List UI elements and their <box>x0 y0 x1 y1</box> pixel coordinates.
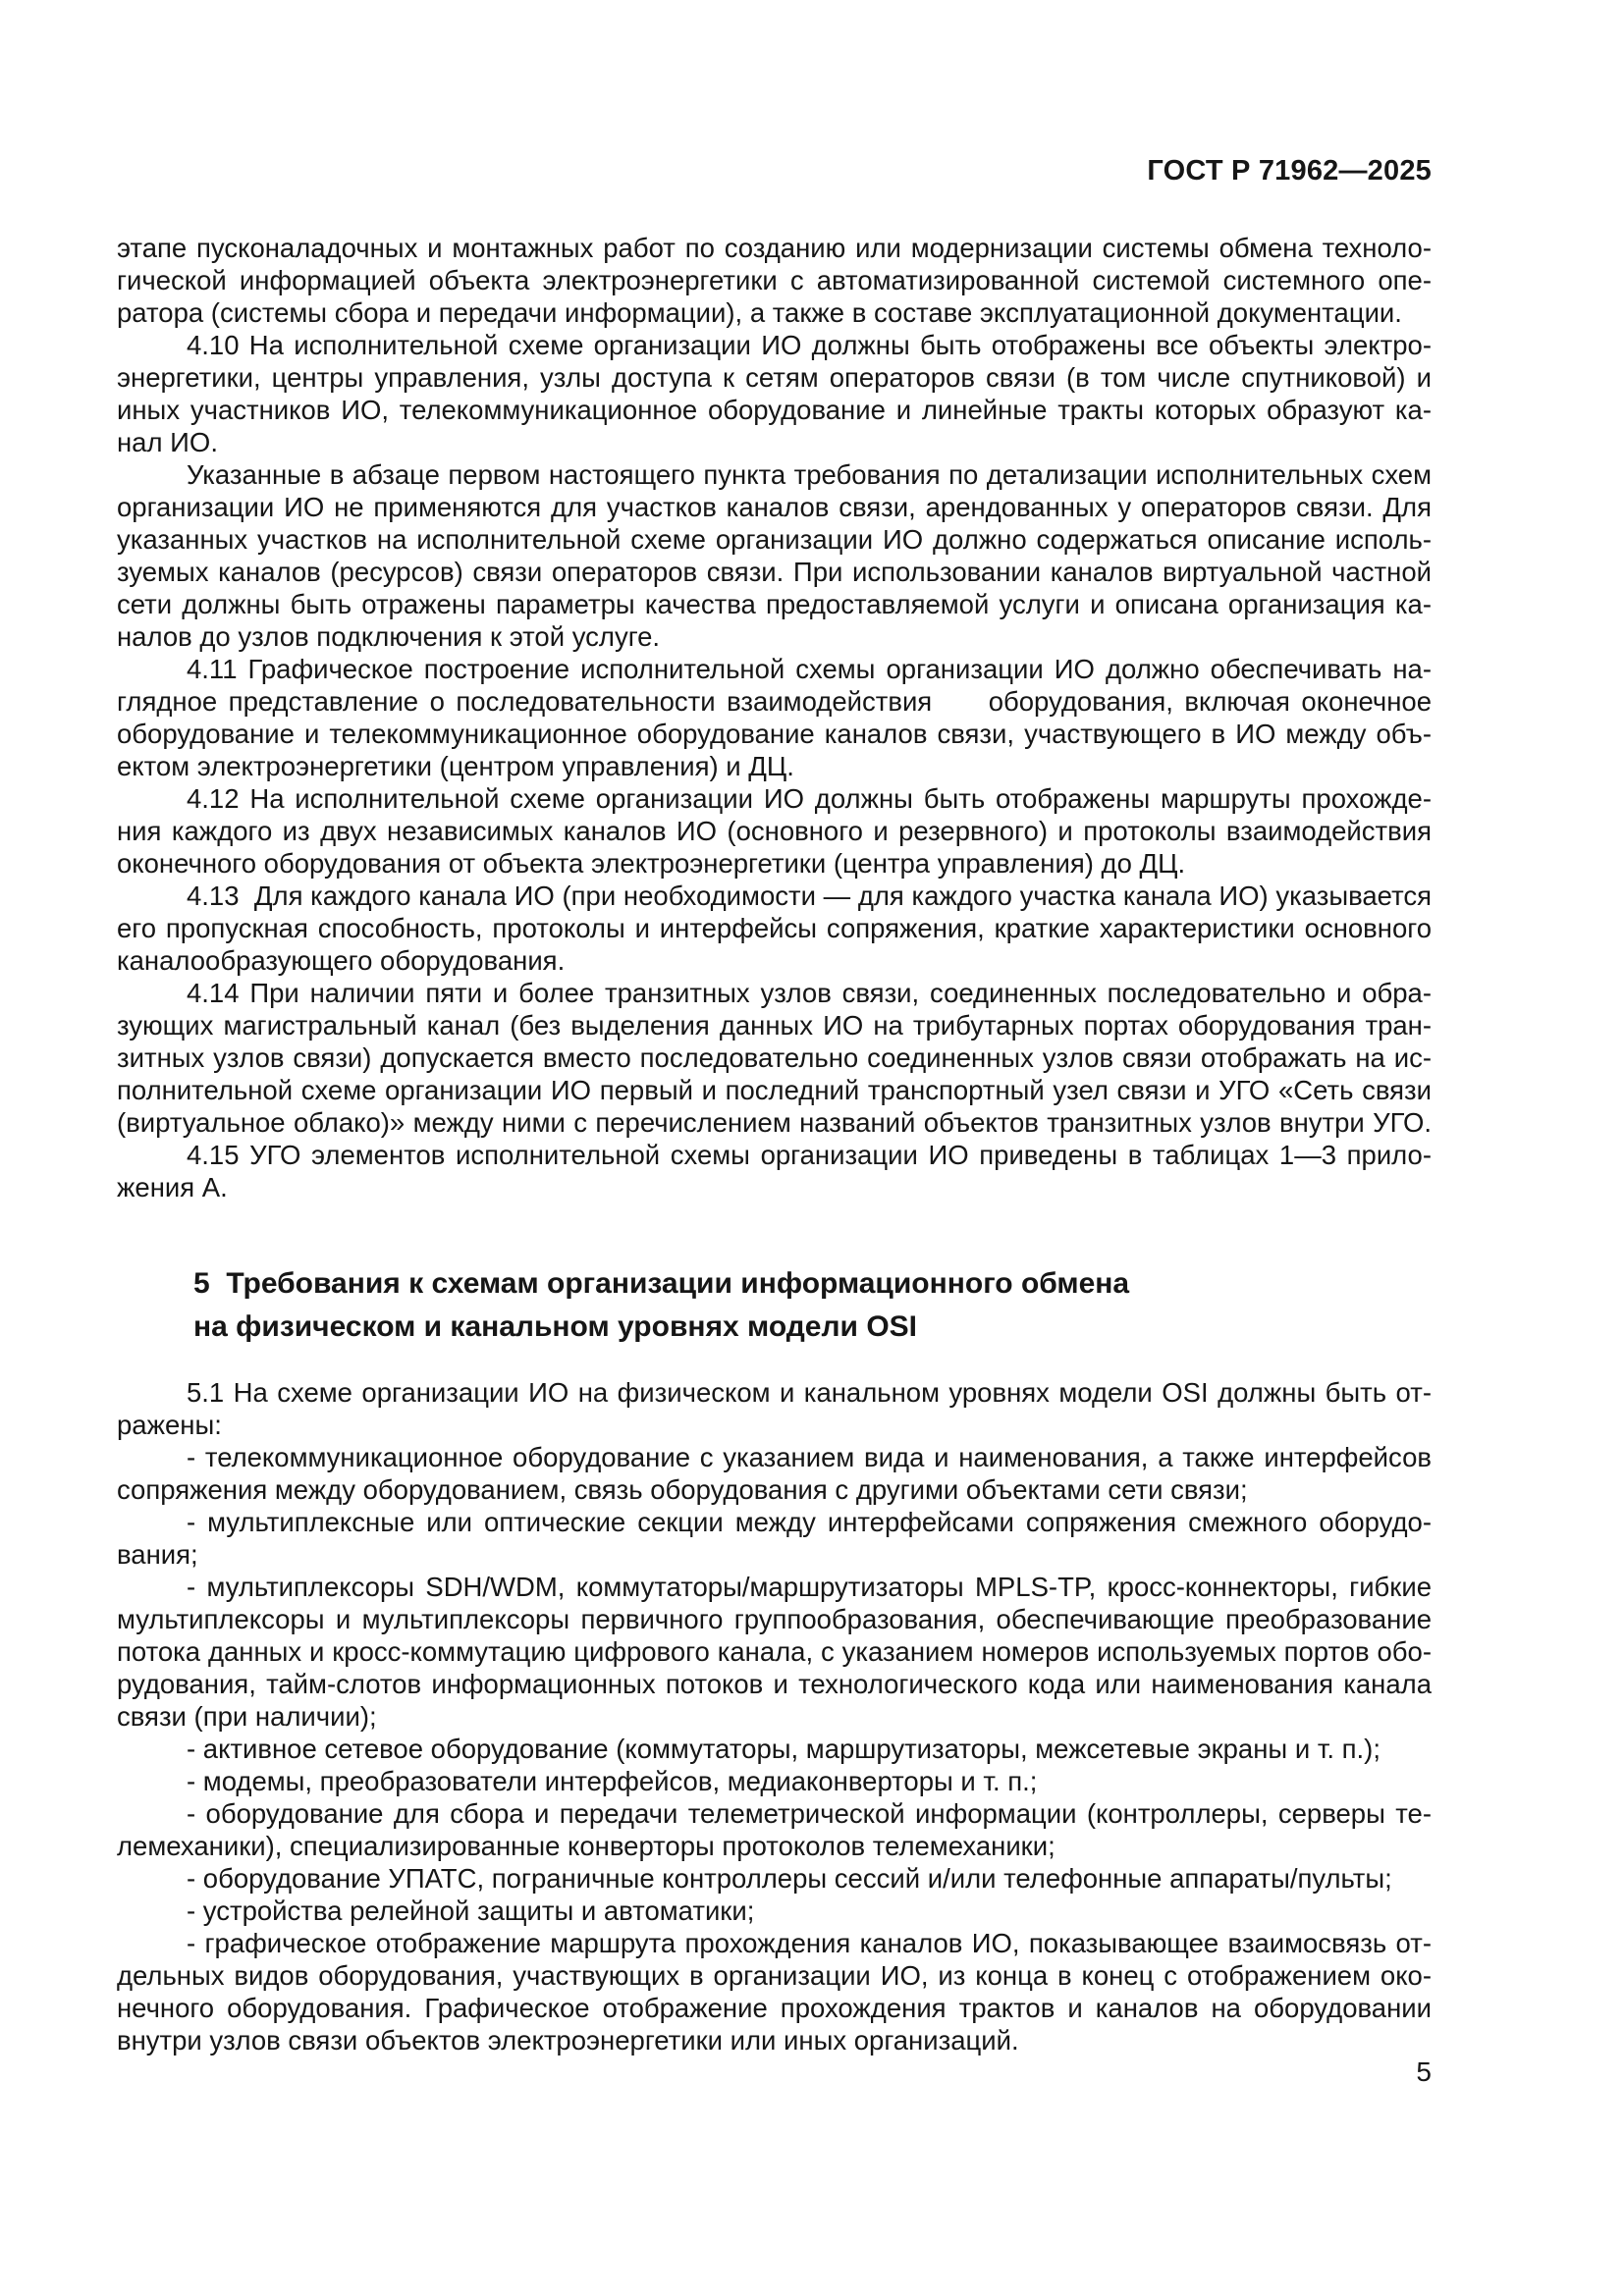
paragraph <box>117 1139 1432 1203</box>
text-line: ратора (системы сбора и передачи информации), а также в составе эксплуатационной документации. <box>117 297 1402 328</box>
text-line: зуемых каналов (ресурсов) связи операторов связи. При использовании каналов виртуальной частной <box>117 557 1432 587</box>
text-line: вания; <box>117 1539 198 1570</box>
text-line: рудования, тайм-слотов информационных потоков и технологического кода или наименования канала <box>117 1669 1432 1699</box>
paragraph <box>117 1862 1432 1895</box>
text-line: 4.14 При наличии пяти и более транзитных узлов связи, соединенных последовательно и обра- <box>187 978 1432 1008</box>
paragraph <box>117 1441 1432 1506</box>
text-line: полнительной схеме организации ИО первый и последний транспортный узел связи и УГО «Сеть связи <box>117 1075 1432 1105</box>
text-line: нал ИО. <box>117 427 218 457</box>
text-line: 4.11 Графическое построение исполнительной схемы организации ИО должно обеспечивать на- <box>187 654 1432 684</box>
text-line: 4.15 УГО элементов исполнительной схемы организации ИО приведены в таблицах 1—3 прило- <box>187 1140 1432 1170</box>
text-line: - оборудование для сбора и передачи телеметрической информации (контроллеры, серверы те- <box>187 1798 1432 1829</box>
text-line: ния каждого из двух независимых каналов ИО (основного и резервного) и протоколы взаимодействия <box>117 816 1432 846</box>
paragraph <box>117 329 1432 458</box>
page-number: 5 <box>1416 2056 1432 2087</box>
text-line: - активное сетевое оборудование (коммутаторы, маршрутизаторы, межсетевые экраны и т. п.); <box>187 1734 1380 1764</box>
paragraph <box>117 232 1432 329</box>
text-line: - мультиплексоры SDH/WDM, коммутаторы/маршрутизаторы MPLS-TP, кросс-коннекторы, гибкие <box>187 1572 1432 1602</box>
text-line: каналообразующего оборудования. <box>117 945 566 976</box>
text-line: сети должны быть отражены параметры качества предоставляемой услуги и описана организация ка- <box>117 589 1432 619</box>
text-line: дельных видов оборудования, участвующих в организации ИО, из конца в конец с отображением око- <box>117 1960 1432 1991</box>
text-line: его пропускная способность, протоколы и интерфейсы сопряжения, краткие характеристики основного <box>117 913 1432 943</box>
text-line: ражены: <box>117 1410 222 1440</box>
text-line: сопряжения между оборудованием, связь оборудования с другими объектами сети связи; <box>117 1474 1248 1505</box>
text-line: лемеханики), специализированные конверторы протоколов телемеханики; <box>117 1831 1056 1861</box>
text-line: - телекоммуникационное оборудование с указанием вида и наименования, а также интерфейсов <box>187 1442 1432 1472</box>
text-line: потока данных и кросс-коммутацию цифрового канала, с указанием номеров используемых портов обо- <box>117 1636 1432 1667</box>
text-line: внутри узлов связи объектов электроэнергетики или иных организаций. <box>117 2025 1019 2056</box>
text-line: связи (при наличии); <box>117 1701 377 1732</box>
paragraph <box>117 1506 1432 1571</box>
text-line: зующих магистральный канал (без выделения данных ИО на трибутарных портах оборудования тран- <box>117 1010 1432 1041</box>
document-body <box>117 232 1432 2056</box>
text-line: 4.10 На исполнительной схеме организации ИО должны быть отображены все объекты электро- <box>187 330 1432 360</box>
paragraph <box>117 1733 1432 1765</box>
text-line: жения А. <box>117 1172 228 1202</box>
text-line: нечного оборудования. Графическое отображение прохождения трактов и каналов на оборудовании <box>117 1993 1432 2023</box>
text-line: энергетики, центры управления, узлы доступа к сетям операторов связи (в том числе спутниковой) и <box>117 362 1432 393</box>
paragraph <box>117 1571 1432 1733</box>
text-line: гической информацией объекта электроэнергетики с автоматизированной системой системного опе- <box>117 265 1432 295</box>
page-header-standard-number: ГОСТ Р 71962—2025 <box>1147 155 1432 187</box>
paragraph <box>117 1765 1432 1797</box>
text-line: этапе пусконаладочных и монтажных работ по созданию или модернизации системы обмена техноло- <box>117 233 1432 263</box>
text-line: налов до узлов подключения к этой услуге. <box>117 621 661 652</box>
paragraph <box>117 1797 1432 1862</box>
text-line: - модемы, преобразователи интерфейсов, медиаконверторы и т. п.; <box>187 1766 1038 1796</box>
paragraph <box>117 458 1432 653</box>
paragraph <box>117 977 1432 1139</box>
text-line: - оборудование УПАТС, пограничные контроллеры сессий и/или телефонные аппараты/пульты; <box>187 1863 1392 1894</box>
text-line: глядное представление о последовательности взаимодействия оборудования, включая оконечное <box>117 686 1432 717</box>
text-line: ектом электроэнергетики (центром управления) и ДЦ. <box>117 751 794 781</box>
paragraph <box>117 880 1432 977</box>
text-line: оконечного оборудования от объекта электроэнергетики (центра управления) до ДЦ. <box>117 848 1186 879</box>
text-line: иных участников ИО, телекоммуникационное оборудование и линейные тракты которых образуют ка- <box>117 395 1432 425</box>
text-line: - устройства релейной защиты и автоматики; <box>187 1896 755 1926</box>
heading-line: на физическом и канальном уровнях модели OSI <box>193 1310 918 1343</box>
text-line: 5.1 На схеме организации ИО на физическом и канальном уровнях модели OSI должны быть от- <box>187 1377 1432 1408</box>
paragraph <box>117 782 1432 880</box>
paragraph <box>117 1376 1432 1441</box>
paragraph <box>117 653 1432 782</box>
text-line: - мультиплексные или оптические секции между интерфейсами сопряжения смежного оборудо- <box>187 1507 1432 1537</box>
text-line: 4.13 Для каждого канала ИО (при необходимости — для каждого участка канала ИО) указывается <box>187 881 1432 911</box>
text-line: организации ИО не применяются для участков каналов связи, арендованных у операторов связи. Для <box>117 492 1432 522</box>
text-line: 4.12 На исполнительной схеме организации ИО должны быть отображены маршруты прохожде- <box>187 783 1432 814</box>
heading-line: 5 Требования к схемам организации информационного обмена <box>193 1267 1130 1300</box>
text-line: (виртуальное облако)» между ними с перечислением названий объектов транзитных узлов внутри УГО. <box>117 1107 1432 1138</box>
text-line: Указанные в абзаце первом настоящего пункта требования по детализации исполнительных схем <box>187 459 1432 490</box>
text-line: оборудование и телекоммуникационное оборудование каналов связи, участвующего в ИО между объ- <box>117 719 1432 749</box>
paragraph <box>117 1927 1432 2056</box>
text-line: зитных узлов связи) допускается вместо последовательно соединенных узлов связи отображать на ис- <box>117 1042 1432 1073</box>
paragraph <box>117 1895 1432 1927</box>
text-line: - графическое отображение маршрута прохождения каналов ИО, показывающее взаимосвязь от- <box>187 1928 1432 1958</box>
text-line: мультиплексоры и мультиплексоры первичного группообразования, обеспечивающие преобразование <box>117 1604 1432 1634</box>
section-heading <box>117 1262 1432 1349</box>
text-line: указанных участков на исполнительной схеме организации ИО должно содержаться описание исполь- <box>117 524 1432 555</box>
